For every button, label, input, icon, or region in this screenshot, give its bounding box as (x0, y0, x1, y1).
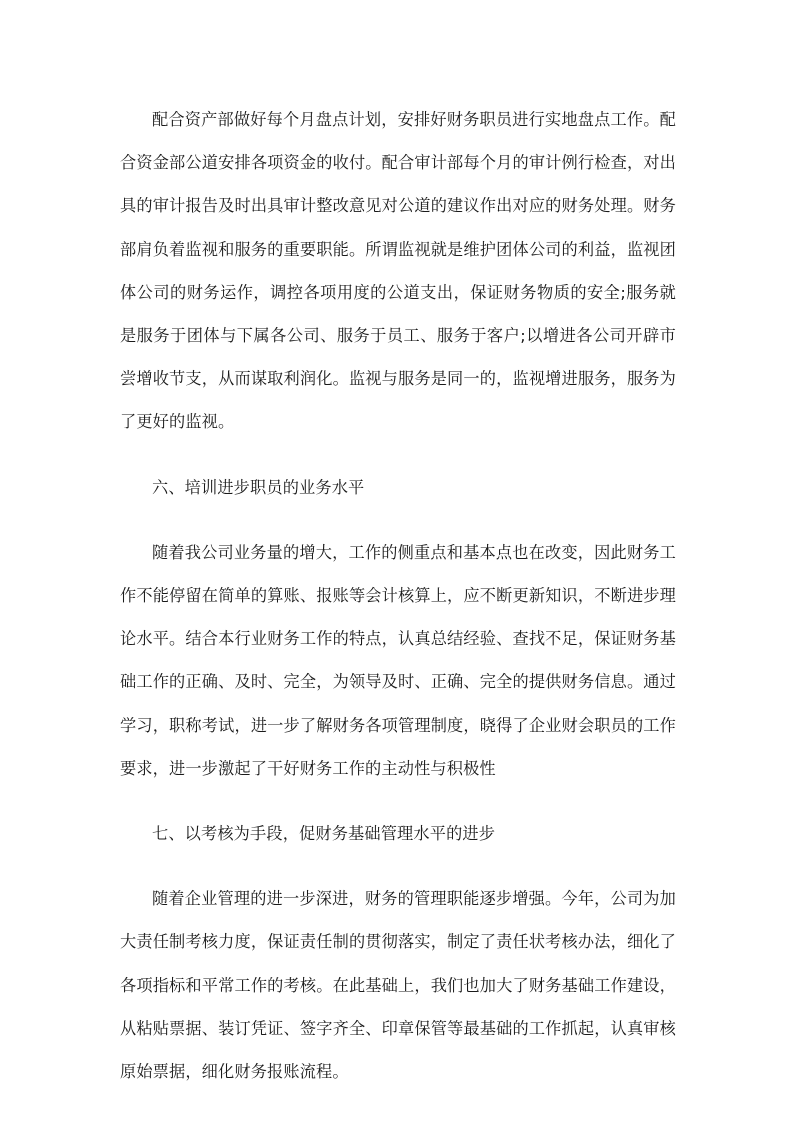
paragraph-assessment: 随着企业管理的进一步深进，财务的管理职能逐步增强。今年，公司为加大责任制考核力度，保证责任制的贯彻落实，制定了责任状考核办法，细化了各项指标和平常工作的考核。在此基础上，我们也加大了财务基础工作建设，从粘贴票据、装订凭证、签字齐全、印章保管等最基础的工作抓起，认真审核原始票据，细化财务报账流程。 (120, 889, 676, 1082)
section-heading-7: 七、以考核为手段，促财务基础管理水平的进步 (152, 824, 496, 844)
paragraph-training: 随着我公司业务量的增大，工作的侧重点和基本点也在改变，因此财务工作不能停留在简单的算账、报账等会计核算上，应不断更新知识，不断进步理论水平。结合本行业财务工作的特点，认真总结经验、查找不足，保证财务基础工作的正确、及时、完全，为领导及时、正确、完全的提供财务信息。通过学习，职称考试，进一步了解财务各项管理制度，晓得了企业财会职员的工作要求，进一步激起了干好财务工作的主动性与积极性 (120, 542, 676, 778)
paragraph-gap (120, 855, 676, 877)
paragraph-gap (120, 444, 676, 466)
document-page (120, 98, 676, 1093)
section-heading-6: 六、培训进步职员的业务水平 (152, 477, 365, 497)
paragraph-gap (120, 790, 676, 812)
paragraph-gap (120, 509, 676, 531)
paragraph-asset-audit-supervision: 配合资产部做好每个月盘点计划，安排好财务职员进行实地盘点工作。配合资金部公道安排各项资金的收付。配合审计部每个月的审计例行检查，对出具的审计报告及时出具审计整改意见对公道的建议作出对应的财务处理。财务部肩负着监视和服务的重要职能。所谓监视就是维护团体公司的利益，监视团体公司的财务运作，调控各项用度的公道支出，保证财务物质的安全;服务就是服务于团体与下属各公司、服务于员工、服务于客户;以增进各公司开辟市尝增收节支，从而谋取利润化。监视与服务是同一的，监视增进服务，服务为了更好的监视。 (120, 110, 676, 432)
